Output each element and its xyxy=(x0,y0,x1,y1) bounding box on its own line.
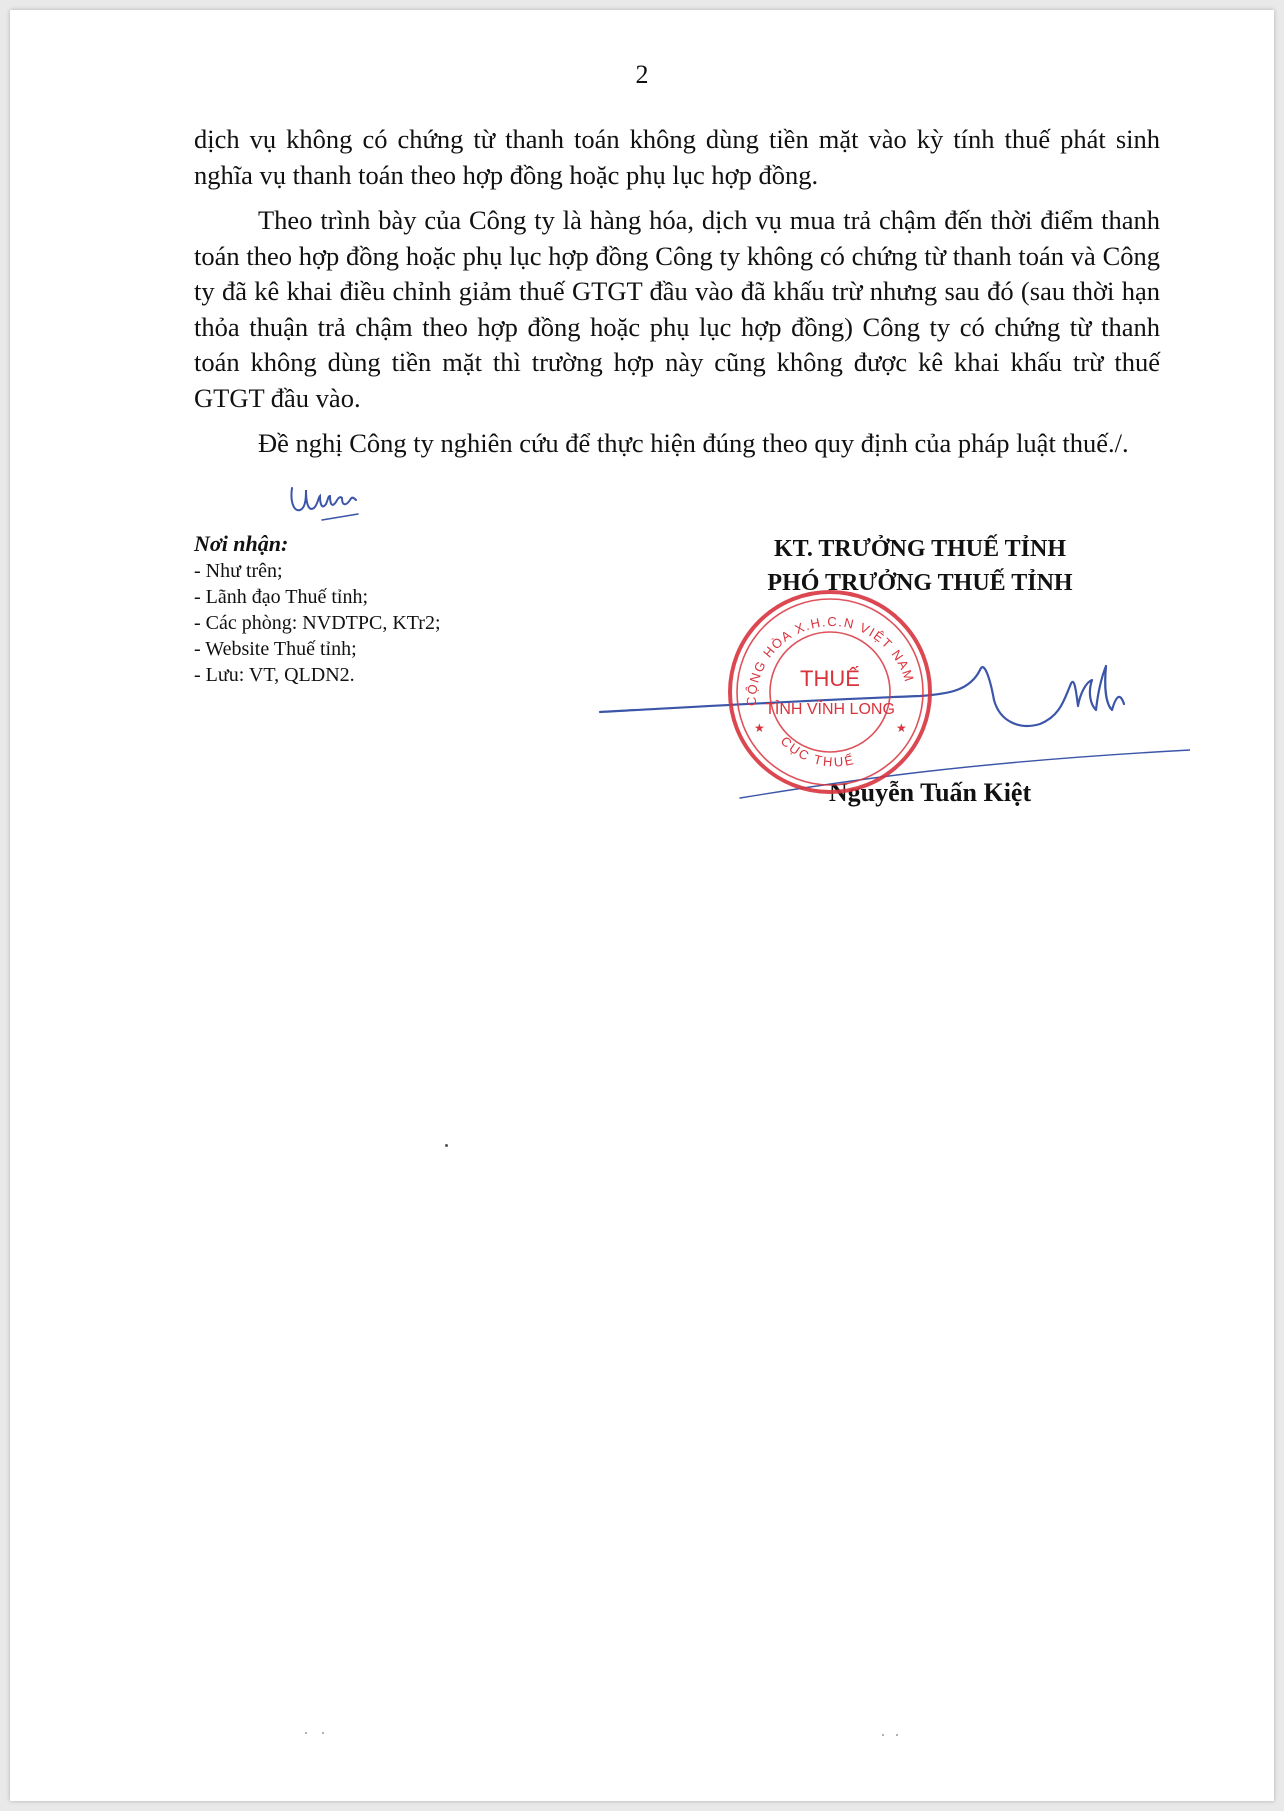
recipient-item: - Website Thuế tỉnh; xyxy=(194,638,357,660)
recipients-block xyxy=(194,530,441,688)
seal-star-icon: ★ xyxy=(754,721,765,735)
document-page xyxy=(10,10,1274,1801)
signature-title-line1: KT. TRƯỞNG THUẾ TỈNH xyxy=(773,536,1067,562)
initials-mark xyxy=(286,480,376,524)
official-seal xyxy=(720,582,940,802)
page-number: 2 xyxy=(635,60,649,89)
scan-speck xyxy=(305,1732,307,1734)
recipients-title: Nơi nhận: xyxy=(194,531,289,556)
recipient-item: - Lưu: VT, QLDN2. xyxy=(194,664,355,686)
signer-name: Nguyễn Tuấn Kiệt xyxy=(828,778,1032,807)
scan-speck xyxy=(322,1732,324,1734)
seal-star-icon: ★ xyxy=(896,721,907,735)
paragraph-request: Đề nghị Công ty nghiên cứu để thực hiện đúng theo quy định của pháp luật thuế./. xyxy=(258,428,1129,458)
scan-speck xyxy=(896,1734,898,1736)
recipients-list xyxy=(194,558,441,688)
letter-body xyxy=(194,122,1160,472)
paragraph-explanation: Theo trình bày của Công ty là hàng hóa, dịch vụ mua trả chậm đến thời điểm thanh toán theo hợp đồng hoặc phụ lục hợp đồng Công ty không có chứng từ thanh toán và Công ty đã kê khai điều chỉnh giảm thuế GTGT đầu vào đã khấu trừ nhưng sau đó (sau thời hạn thỏa thuận trả chậm theo hợp đồng hoặc phụ lục hợp đồng) Công ty có chứng từ thanh toán không dùng tiền mặt thì trường hợp này cũng không được kê khai khấu trừ thuế GTGT đầu vào. xyxy=(194,205,1160,413)
recipient-item: - Các phòng: NVDTPC, KTr2; xyxy=(194,612,441,634)
seal-ring-top-text: CỘNG HÒA X.H.C.N VIỆT NAM xyxy=(743,613,918,707)
recipient-item: - Lãnh đạo Thuế tỉnh; xyxy=(194,586,369,608)
paragraph-continuation: dịch vụ không có chứng từ thanh toán không dùng tiền mặt vào kỳ tính thuế phát sinh nghĩa vụ thanh toán theo hợp đồng hoặc phụ lục hợp đồng. xyxy=(194,124,1160,190)
svg-text:CỤC THUẾ xyxy=(778,733,857,769)
scan-speck xyxy=(882,1734,884,1736)
seal-ring-bottom-text: CỤC THUẾ xyxy=(777,733,857,770)
scan-speck xyxy=(445,1144,448,1147)
recipient-item: - Như trên; xyxy=(194,560,283,582)
signature-title-line2: PHÓ TRƯỞNG THUẾ TỈNH xyxy=(767,570,1073,596)
seal-center-line1: THUẾ xyxy=(800,666,860,691)
seal-center-line2: TỈNH VĨNH LONG xyxy=(765,701,895,718)
